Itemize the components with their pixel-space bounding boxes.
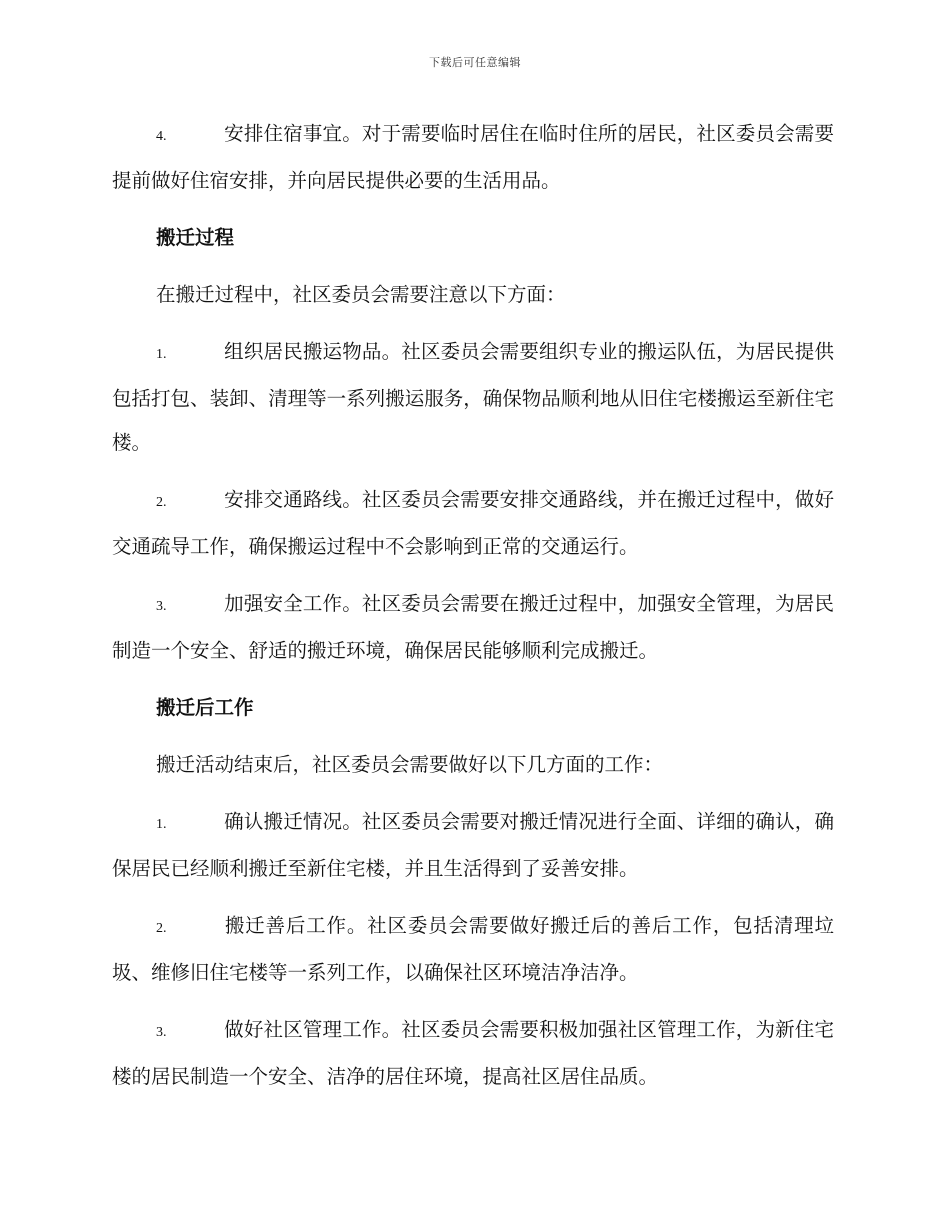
list-number: 4. bbox=[156, 129, 167, 144]
list-text: 安排交通路线。社区委员会需要安排交通路线，并在搬迁过程中，做好交通疏导工作，确保搬运过程中不会影响到正常的交通运行。 bbox=[112, 488, 834, 558]
list-number: 3. bbox=[156, 1025, 167, 1040]
list-number: 2. bbox=[156, 495, 167, 510]
list-number: 3. bbox=[156, 599, 167, 614]
list-text: 搬迁善后工作。社区委员会需要做好搬迁后的善后工作，包括清理垃圾、维修旧住宅楼等一系列工作，以确保社区环境洁净洁净。 bbox=[112, 914, 834, 984]
paragraph: 在搬迁过程中，社区委员会需要注意以下方面： bbox=[156, 283, 566, 306]
list-item bbox=[112, 800, 834, 891]
list-text: 组织居民搬运物品。社区委员会需要组织专业的搬运队伍，为居民提供包括打包、装卸、清理等一系列搬运服务，确保物品顺利地从旧住宅楼搬运至新住宅楼。 bbox=[112, 340, 834, 454]
list-number: 1. bbox=[156, 347, 167, 362]
list-item bbox=[112, 1008, 834, 1099]
list-item bbox=[112, 112, 834, 203]
list-item bbox=[112, 478, 834, 569]
list-text: 安排住宿事宜。对于需要临时居住在临时住所的居民，社区委员会需要提前做好住宿安排，并向居民提供必要的生活用品。 bbox=[112, 122, 834, 192]
list-item bbox=[112, 582, 834, 673]
list-number: 1. bbox=[156, 817, 167, 832]
list-item bbox=[112, 330, 834, 465]
page-header: 下载后可任意编辑 bbox=[429, 56, 521, 69]
list-text: 确认搬迁情况。社区委员会需要对搬迁情况进行全面、详细的确认，确保居民已经顺利搬迁至新住宅楼，并且生活得到了妥善安排。 bbox=[112, 810, 834, 880]
list-number: 2. bbox=[156, 921, 167, 936]
section-heading: 搬迁后工作 bbox=[156, 696, 254, 719]
paragraph: 搬迁活动结束后，社区委员会需要做好以下几方面的工作： bbox=[156, 753, 664, 776]
section-heading: 搬迁过程 bbox=[156, 226, 235, 249]
document-body bbox=[112, 112, 834, 1112]
list-text: 做好社区管理工作。社区委员会需要积极加强社区管理工作，为新住宅楼的居民制造一个安全、洁净的居住环境，提高社区居住品质。 bbox=[112, 1018, 834, 1088]
list-text: 加强安全工作。社区委员会需要在搬迁过程中，加强安全管理，为居民制造一个安全、舒适的搬迁环境，确保居民能够顺利完成搬迁。 bbox=[112, 592, 834, 662]
list-item bbox=[112, 904, 834, 995]
